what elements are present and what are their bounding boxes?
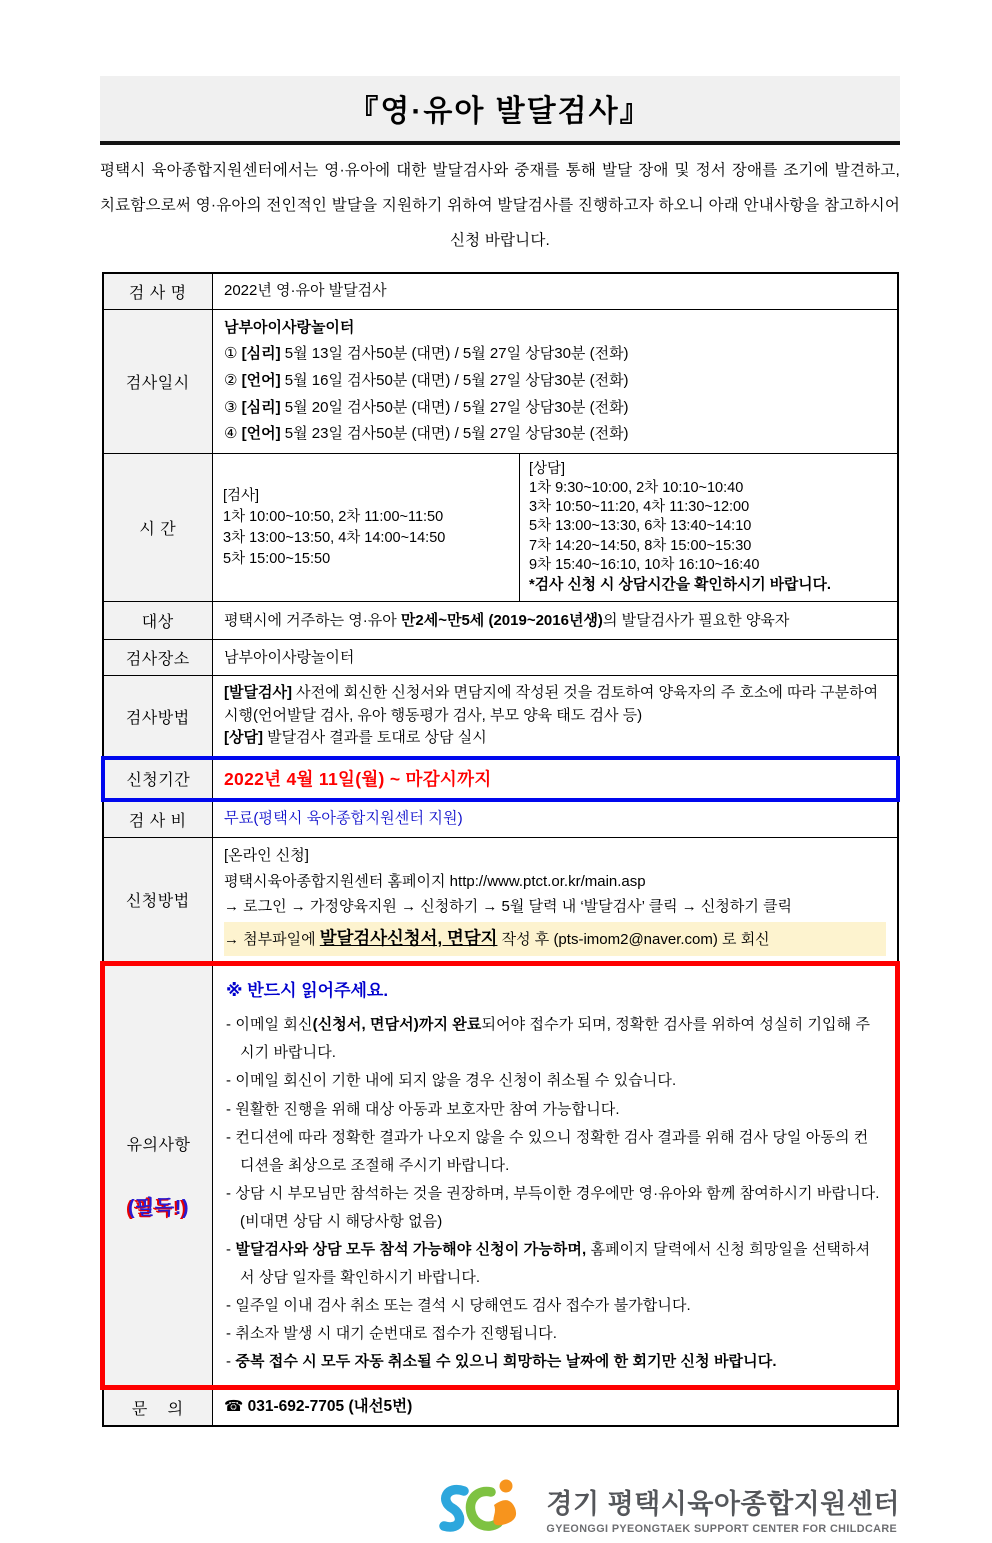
table-row-method [103, 676, 898, 758]
row-value-contact: ☎ 031-692-7705 (내선5번) [213, 1387, 898, 1426]
table-row-apply-period [103, 758, 898, 800]
apply-line-online: [온라인 신청] [224, 846, 309, 864]
apply-period-text: 2022년 4월 11일(월) ~ 마감시까지 [224, 768, 492, 789]
schedule-item-1: ① [심리] 5월 13일 검사50분 (대면) / 5월 27일 상담30분 (전화) [224, 345, 629, 363]
footer [100, 1475, 900, 1543]
exam-time-line: 5차 15:00~15:50 [223, 550, 331, 567]
center-logo-icon [434, 1475, 534, 1543]
notes-bullet: - 발달검사와 상담 모두 참석 가능해야 신청이 가능하며, 홈페이지 달력에서 신청 희망일을 선택하셔서 상담 일자를 확인하시기 바랍니다. [226, 1240, 871, 1286]
table-row-schedule [103, 309, 898, 453]
notes-bullet: - 상담 시 부모님만 참석하는 것을 권장하며, 부득이한 경우에만 영·유아와 함께 참여하시기 바랍니다. (비대면 상담 시 해당사항 없음) [226, 1184, 880, 1230]
row-label-apply-period: 신청기간 [103, 758, 213, 800]
schedule-place: 남부아이사랑놀이터 [224, 318, 355, 336]
row-value-location: 남부아이사랑놀이터 [213, 640, 898, 676]
table-row-time [103, 454, 898, 602]
counsel-time-line: 5차 13:00~13:30, 6차 13:40~14:10 [529, 518, 752, 535]
apply-line-steps: → 로그인 → 가정양육지원 → 신청하기 → 5월 달력 내 ‘발달검사’ 클릭 → 신청하기 클릭 [224, 898, 793, 916]
row-label-apply-method: 신청방법 [103, 837, 213, 963]
exam-time-line: 3차 13:00~13:50, 4차 14:00~14:50 [223, 529, 446, 546]
row-value-target: 평택시에 거주하는 영·유아 만2세~만5세 (2019~2016년생)의 발달검사가 필요한 양육자 [213, 602, 898, 640]
counsel-time-note: *검사 신청 시 상담시간을 확인하시기 바랍니다. [529, 576, 832, 593]
schedule-item-4: ④ [언어] 5월 23일 검사50분 (대면) / 5월 27일 상담30분 (전화) [224, 425, 629, 443]
table-row-notes [103, 964, 898, 1388]
notes-bullet: - 일주일 이내 검사 취소 또는 결석 시 당해연도 검사 접수가 불가합니다. [226, 1296, 691, 1314]
notes-bullet: - 컨디션에 따라 정확한 결과가 나오지 않을 수 있으니 정확한 검사 결과를 위해 검사 당일 아동의 컨디션을 최상으로 조절해 주시기 바랍니다. [226, 1128, 869, 1174]
table-row-location [103, 640, 898, 676]
row-value-schedule [213, 309, 898, 453]
table-row-test-name [103, 273, 898, 310]
time-columns [213, 454, 897, 601]
notes-label-wrap [108, 1132, 209, 1220]
notes-must-read-badge: (필독!) [127, 1196, 190, 1219]
notes-bullet: - 이메일 회신(신청서, 면담서)까지 완료되어야 접수가 되며, 정확한 검사를 위하여 성실히 기입해 주시기 바랍니다. [226, 1016, 871, 1062]
row-value-apply-method [213, 837, 898, 963]
counsel-time-column [519, 454, 897, 601]
row-label-target: 대상 [103, 602, 213, 640]
notes-bullet: - 취소자 발생 시 대기 순번대로 접수가 진행됩니다. [226, 1324, 558, 1342]
row-label-contact: 문 의 [103, 1387, 213, 1426]
footer-org-name-en: GYEONGGI PYEONGTAEK SUPPORT CENTER FOR CHILDCARE [546, 1523, 898, 1536]
table-row-target [103, 602, 898, 640]
notes-bullet: - 이메일 회신이 기한 내에 되지 않을 경우 신청이 취소될 수 있습니다. [226, 1072, 677, 1090]
method-line-exam: [발달검사] 사전에 회신한 신청서와 면담지에 작성된 것을 검토하여 양육자의 주 호소에 따라 구분하여 시행(언어발달 검사, 유아 행동평가 검사, 부모 양육 태도 검사 등) [224, 684, 879, 724]
counsel-time-line: 9차 15:40~16:10, 10차 16:10~16:40 [529, 556, 760, 573]
notes-header: ※ 반드시 읽어주세요. [226, 981, 389, 1001]
row-label-time: 시 간 [103, 454, 213, 602]
row-value-time [213, 454, 898, 602]
counsel-time-header: [상담] [529, 461, 566, 478]
table-row-contact [103, 1387, 898, 1426]
document-content [100, 76, 900, 1543]
notes-bullet: - 원활한 진행을 위해 대상 아동과 보호자만 참여 가능합니다. [226, 1100, 620, 1118]
row-label-notes [103, 964, 213, 1388]
apply-line-attachment-highlight: → 첨부파일에 발달검사신청서, 면담지 작성 후 (pts-imom2@naver.com) 로 회신 [224, 922, 886, 956]
footer-org-name-kr: 경기 평택시육아종합지원센터 [546, 1489, 900, 1520]
apply-line-homepage: 평택시육아종합지원센터 홈페이지 http://www.ptct.or.kr/main.asp [224, 872, 646, 890]
method-line-counsel: [상담] 발달검사 결과를 토대로 상담 실시 [224, 729, 487, 747]
row-label-location: 검사장소 [103, 640, 213, 676]
counsel-time-line: 7차 14:20~14:50, 8차 15:00~15:30 [529, 537, 752, 554]
exam-time-header: [검사] [223, 487, 260, 504]
footer-org-text [546, 1482, 900, 1535]
row-label-schedule: 검사일시 [103, 309, 213, 453]
page-title: 『영·유아 발달검사』 [100, 76, 900, 145]
counsel-time-line: 3차 10:50~11:20, 4차 11:30~12:00 [529, 499, 750, 516]
notes-label-text: 유의사항 [126, 1136, 191, 1154]
counsel-time-line: 1차 9:30~10:00, 2차 10:10~10:40 [529, 480, 744, 497]
row-value-fee: 무료(평택시 육아종합지원센터 지원) [213, 800, 898, 838]
row-value-method [213, 676, 898, 758]
row-value-test-name: 2022년 영·유아 발달검사 [213, 273, 898, 310]
row-label-fee: 검 사 비 [103, 800, 213, 838]
exam-time-line: 1차 10:00~10:50, 2차 11:00~11:50 [223, 508, 444, 525]
row-value-apply-period [213, 758, 898, 800]
exam-time-column [213, 478, 519, 578]
row-label-method: 검사방법 [103, 676, 213, 758]
info-table [100, 272, 900, 1427]
schedule-item-2: ② [언어] 5월 16일 검사50분 (대면) / 5월 27일 상담30분 (전화) [224, 372, 629, 389]
row-label-test-name: 검 사 명 [103, 273, 213, 310]
notes-bullet: - 중복 접수 시 모두 자동 취소될 수 있으니 희망하는 날짜에 한 회기만 신청 바랍니다. [226, 1352, 777, 1370]
table-row-fee [103, 800, 898, 838]
schedule-item-3: ③ [심리] 5월 20일 검사50분 (대면) / 5월 27일 상담30분 (전화) [224, 398, 629, 416]
intro-paragraph: 평택시 육아종합지원센터에서는 영·유아에 대한 발달검사와 중재를 통해 발달 장애 및 정서 장애를 조기에 발견하고, 치료함으로써 영·유아의 전인적인 발달을 지원하기 위하여 발달검사를 진행하고자 하오니 아래 안내사항을 참고하시어 신청 바랍니다. [100, 162, 900, 249]
row-value-notes [213, 964, 898, 1388]
table-row-apply-method [103, 837, 898, 963]
